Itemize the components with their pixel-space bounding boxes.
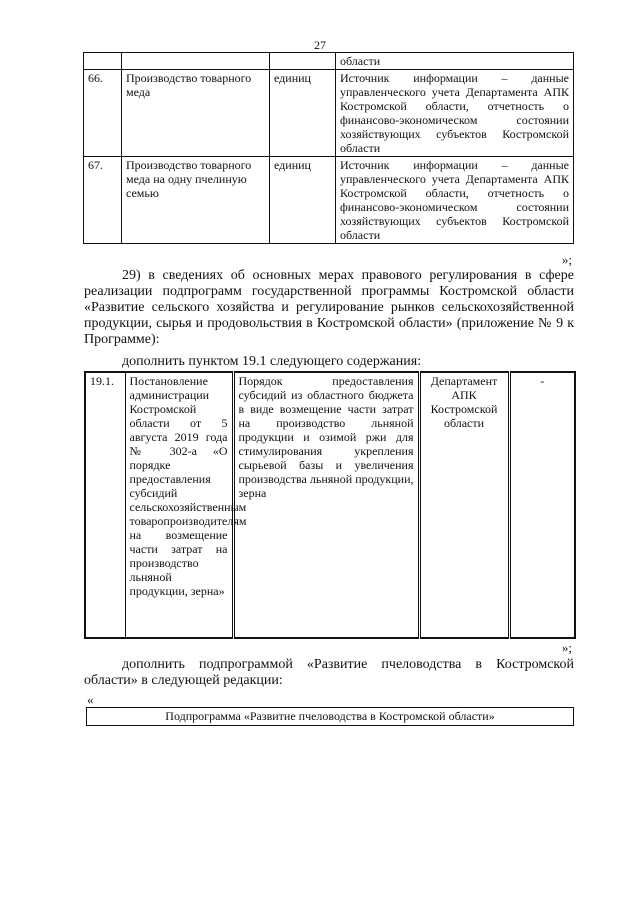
paragraph-add-subprogram: дополнить подпрограммой «Развитие пчеловодства в Костромской области» в следующей редакции: bbox=[84, 657, 574, 688]
row-number: 67. bbox=[84, 157, 122, 244]
legal-act: Постановление администрации Костромской области от 5 августа 2019 года № 302-а «О порядке предоставления субсидий сельскохозяйственным товаропроизводителям на возмещение части затрат на производство льняной продукции, зерна» bbox=[125, 372, 233, 638]
open-quote: « bbox=[87, 692, 94, 707]
legal-measures-table bbox=[84, 371, 576, 639]
row-number: 66. bbox=[84, 70, 122, 157]
paragraph-29: 29) в сведениях об основных мерах правового регулирования в сфере реализации подпрограмм государственной программы Костромской области «Развитие сельского хозяйства и регулирование рынков сельскохозяйственной продукции, сырья и продовольствия в Костромской области» (приложение № 9 к Программе): bbox=[84, 268, 574, 347]
indicator-unit: единиц bbox=[270, 157, 336, 244]
table-row bbox=[84, 157, 574, 244]
table-row bbox=[84, 70, 574, 157]
indicator-source: Источник информации – данные управленческого учета Департамента АПК Костромской области, отчетность о финансово-экономическом состоянии хозяйствующих субъектов Костромской области bbox=[336, 157, 574, 244]
indicators-table bbox=[83, 52, 574, 244]
indicator-source: Источник информации – данные управленческого учета Департамента АПК Костромской области, отчетность о финансово-экономическом состоянии хозяйствующих субъектов Костромской области bbox=[336, 70, 574, 157]
table-row bbox=[84, 53, 574, 70]
act-content: Порядок предоставления субсидий из областного бюджета в виде возмещение части затрат на производство льняной продукции и озимой ржи для стимулирования укрепления сырьевой базы и увеличения производства льняной продукции, зерна bbox=[233, 372, 419, 638]
subprogram-title: Подпрограмма «Развитие пчеловодства в Костромской области» bbox=[86, 707, 574, 726]
row-number: 19.1. bbox=[85, 372, 125, 638]
close-quote: »; bbox=[561, 640, 572, 655]
adoption-date: - bbox=[509, 372, 575, 638]
close-quote: »; bbox=[561, 252, 572, 267]
paragraph-add-item: дополнить пунктом 19.1 следующего содержания: bbox=[122, 354, 422, 369]
page-number: 27 bbox=[314, 38, 326, 52]
indicator-name: Производство товарного меда bbox=[122, 70, 270, 157]
executor: Департамент АПК Костромской области bbox=[419, 372, 509, 638]
indicator-unit: единиц bbox=[270, 70, 336, 157]
table-row bbox=[85, 372, 575, 638]
indicator-name: Производство товарного меда на одну пчелиную семью bbox=[122, 157, 270, 244]
continuation-cell: области bbox=[336, 53, 574, 70]
